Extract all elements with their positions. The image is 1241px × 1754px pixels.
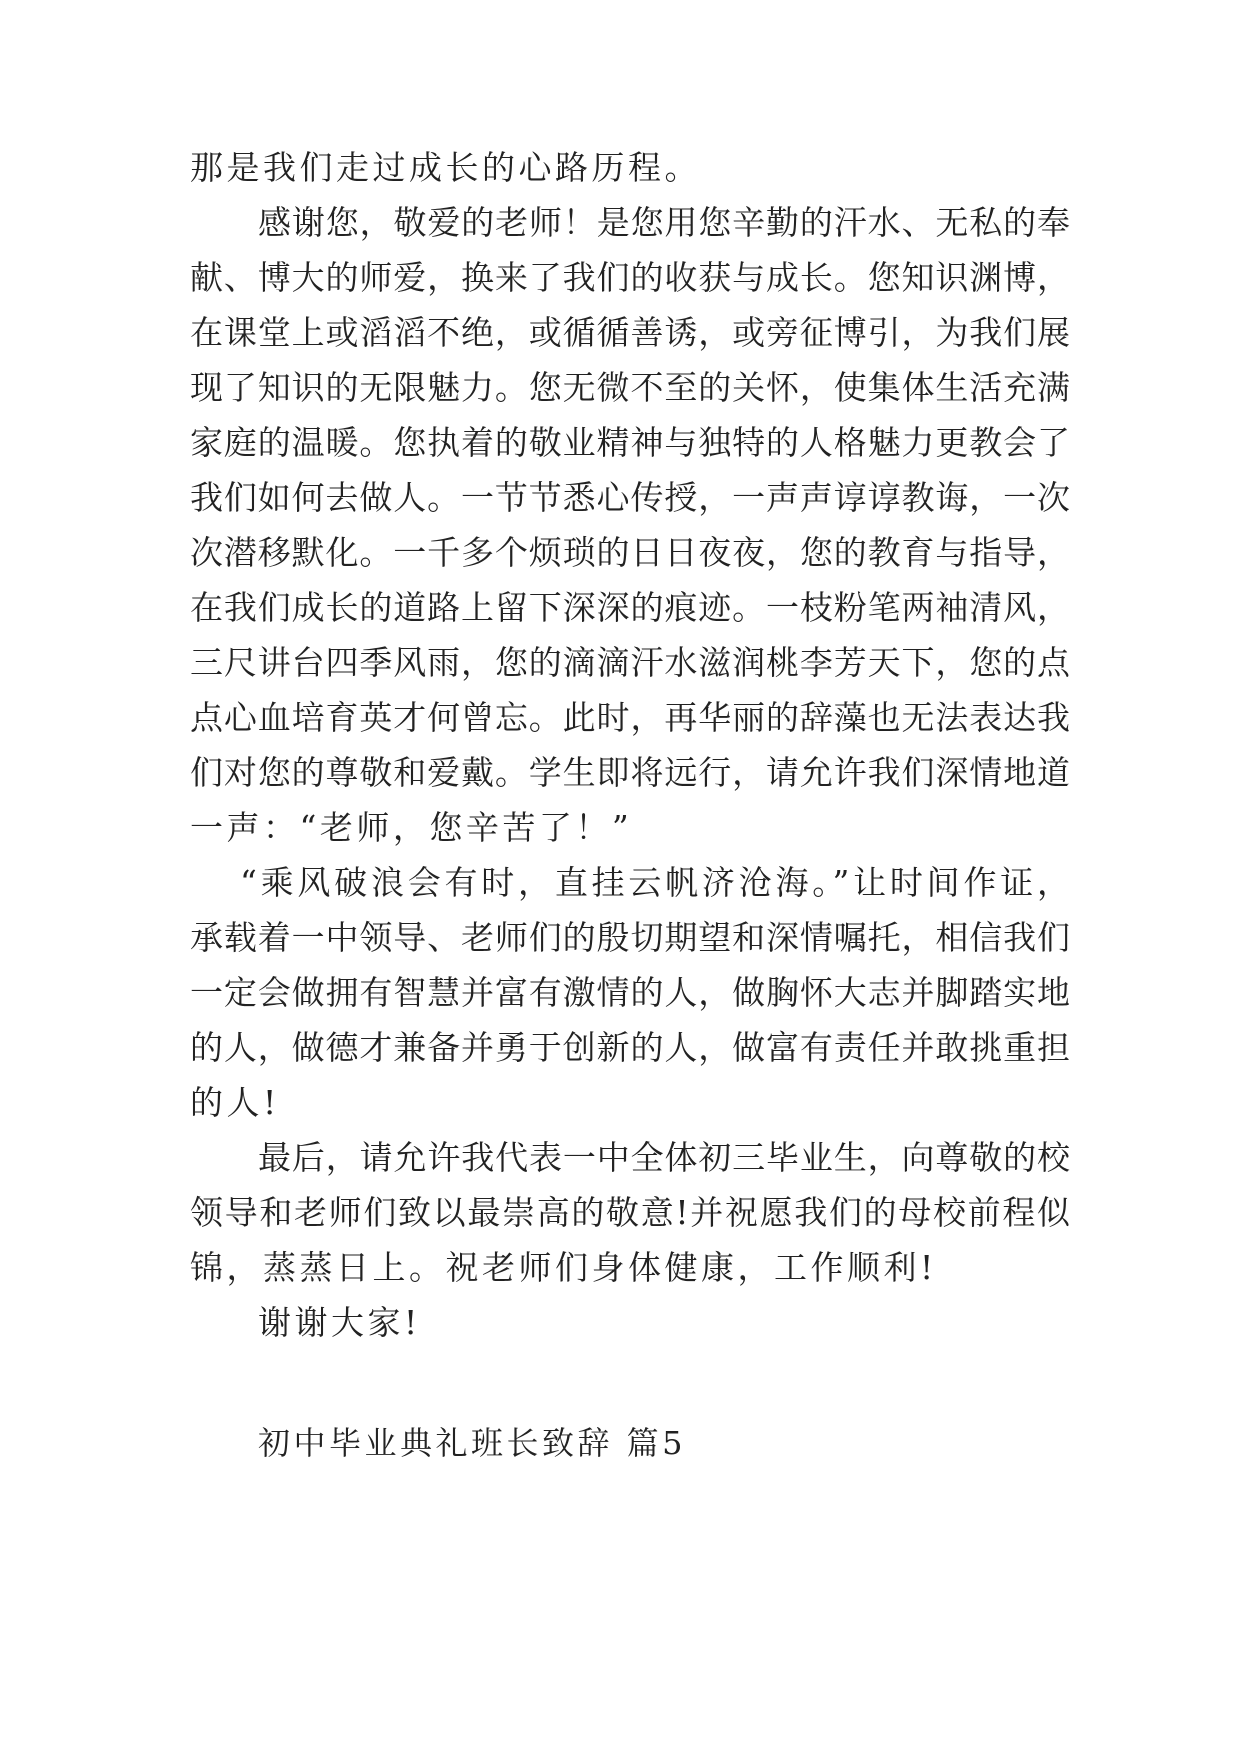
- text-line: 感谢您，敬爱的老师！是您用您辛勤的汗水、无私的奉: [258, 203, 1070, 242]
- text-line: 的人!: [190, 1083, 280, 1122]
- text-line: 次潜移默化。一千多个烦琐的日日夜夜，您的教育与指导，: [190, 533, 1070, 572]
- text-line: 在我们成长的道路上留下深深的痕迹。一枝粉笔两袖清风，: [190, 588, 1070, 627]
- text-line: 承载着一中领导、老师们的殷切期望和深情嘱托，相信我们: [190, 918, 1070, 957]
- text-line: 三尺讲台四季风雨，您的滴滴汗水滋润桃李芳天下，您的点: [190, 643, 1070, 682]
- text-line: 的人，做德才兼备并勇于创新的人，做富有责任并敢挑重担: [190, 1028, 1070, 1067]
- text-line: 现了知识的无限魅力。您无微不至的关怀，使集体生活充满: [190, 368, 1070, 407]
- section-heading: 初中毕业典礼班长致辞 篇5: [258, 1424, 687, 1462]
- text-line: 那是我们走过成长的心路历程。: [190, 148, 701, 187]
- text-line: 领导和老师们致以最崇高的敬意!并祝愿我们的母校前程似: [190, 1193, 1070, 1232]
- text-line: 在课堂上或滔滔不绝，或循循善诱，或旁征博引，为我们展: [190, 313, 1070, 352]
- text-line: 家庭的温暖。您执着的敬业精神与独特的人格魅力更教会了: [190, 423, 1070, 462]
- text-line: “乘风破浪会有时，直挂云帆济沧海。”让时间作证，: [240, 863, 1070, 902]
- text-line: 点心血培育英才何曾忘。此时，再华丽的辞藻也无法表达我: [190, 698, 1070, 737]
- text-line: 们对您的尊敬和爱戴。学生即将远行，请允许我们深情地道: [190, 753, 1070, 792]
- text-line: 献、博大的师爱，换来了我们的收获与成长。您知识渊博，: [190, 258, 1070, 297]
- text-line: 谢谢大家!: [258, 1303, 421, 1342]
- text-line: 一声：“老师，您辛苦了！”: [190, 808, 633, 847]
- text-line: 锦，蒸蒸日上。祝老师们身体健康，工作顺利!: [190, 1248, 937, 1287]
- text-line: 一定会做拥有智慧并富有激情的人，做胸怀大志并脚踏实地: [190, 973, 1070, 1012]
- text-line: 最后，请允许我代表一中全体初三毕业生，向尊敬的校: [258, 1138, 1070, 1177]
- text-line: 我们如何去做人。一节节悉心传授，一声声谆谆教诲，一次: [190, 478, 1070, 517]
